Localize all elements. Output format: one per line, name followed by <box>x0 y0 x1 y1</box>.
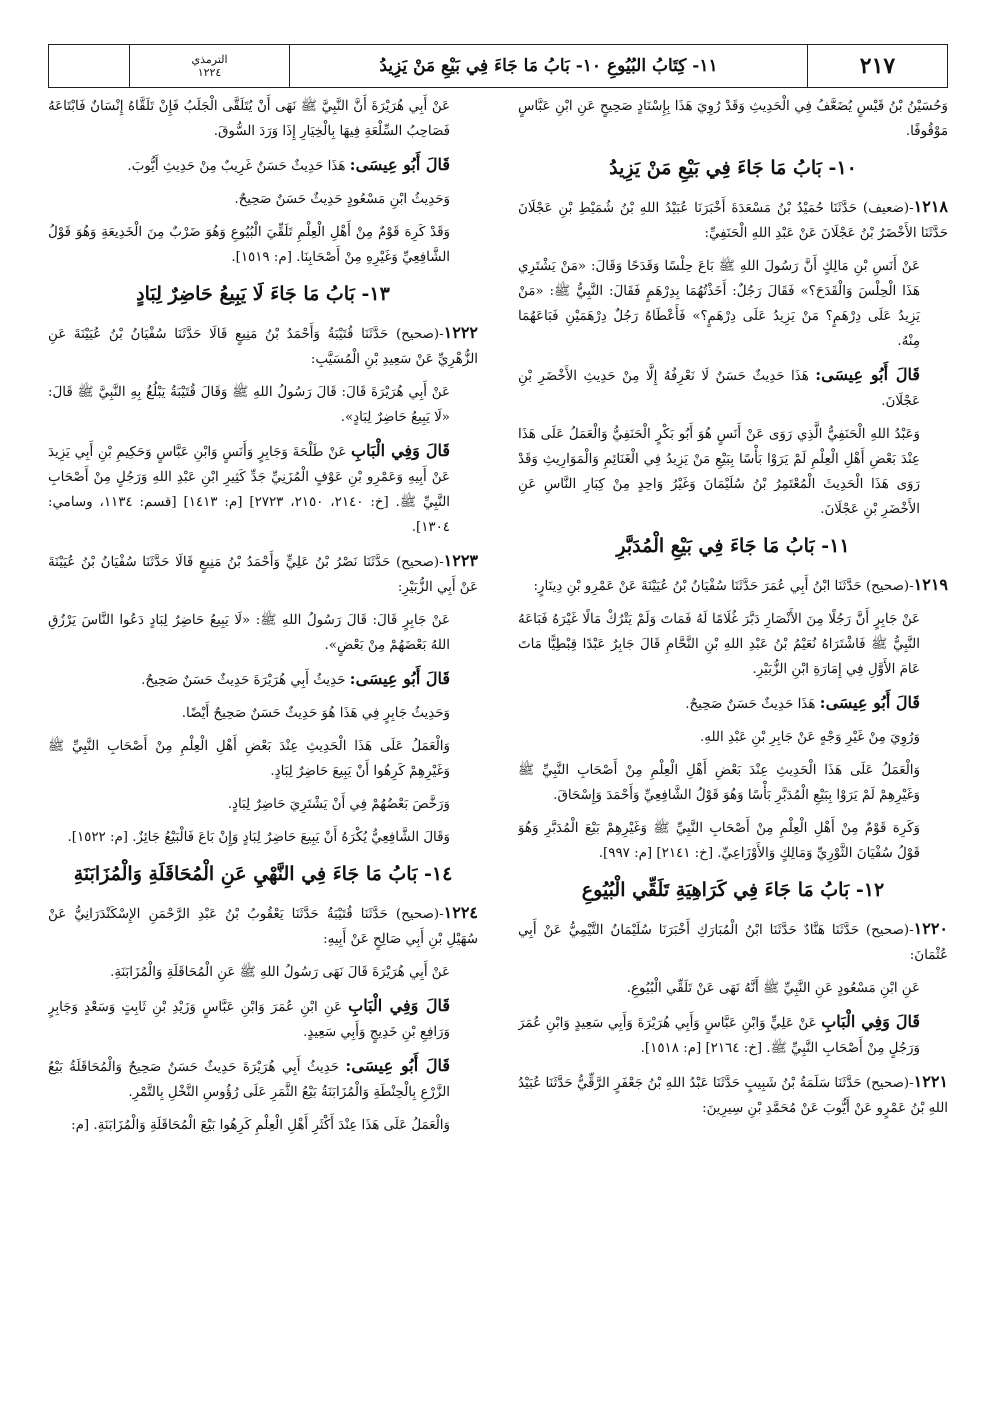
reference-number: ١٢٢٤ <box>197 66 222 79</box>
page-number: ٢١٧ <box>807 45 947 87</box>
text-paragraph: وَكَرِهَ قَوْمٌ مِنْ أَهْلِ الْعِلْمِ مِنْ أَصْحَابِ النَّبِيِّ ﷺ وَغَيْرِهِمْ بَيْعَ الْمُدَبَّرِ وَهُوَ قَوْلُ سُفْيَانَ الثَّوْرِيِّ وَمَالِكٍ وَالأَوْزَاعِيِّ. [خ: ٢١٤١] [م: ٩٩٧]. <box>518 821 920 861</box>
commentary-text: عَنِ ابْنِ عُمَرَ وَابْنِ عَبَّاسٍ وَزَيْدِ بْنِ ثَابِتٍ وَسَعْدٍ وَجَابِرٍ وَرَافِعِ بْنِ خَدِيجٍ وَأَبِي سَعِيدٍ. <box>48 1000 450 1040</box>
text-paragraph: عَنْ جَابِرٍ قَالَ: قَالَ رَسُولُ اللهِ ﷺ: «لَا يَبِيعُ حَاضِرٌ لِبَادٍ دَعُوا النَّاسَ يَرْزُقِ اللهُ بَعْضَهُمْ مِنْ بَعْضٍ». <box>48 613 450 653</box>
chapter-heading: ١٤- بَابُ مَا جَاءَ فِي النَّهْيِ عَنِ الْمُحَاقَلَةِ وَالْمُزَابَنَةِ <box>73 863 453 885</box>
commentary-paragraph <box>518 362 948 414</box>
commentary-text: حَدِيثُ أَبِي هُرَيْرَةَ حَدِيثٌ حَسَنٌ صَحِيحٌ وَالْمُحَاقَلَةُ بَيْعُ الزَّرْعِ بِالْحِنْطَةِ وَالْمُزَابَنَةُ بَيْعُ الثَّمَرِ عَلَى رُؤُوسِ النَّخْلِ بِالتَّمْرِ. <box>48 1060 450 1100</box>
header-blank-cell <box>49 45 129 87</box>
hadith-isnad: (صحيح) حَدَّثَنَا ابْنُ أَبِي عُمَرَ حَدَّثَنَا سُفْيَانُ بْنُ عُيَيْنَةَ عَنْ عَمْرِو بْنِ دِينَارٍ: <box>533 579 910 594</box>
commentary-paragraph <box>518 690 948 717</box>
hadith-isnad: (صحيح) حَدَّثَنَا قُتَيْبَةُ حَدَّثَنَا يَعْقُوبُ بْنُ عَبْدِ الرَّحْمَنِ الإِسْكَنْدَرَانِيُّ عَنْ سُهَيْلِ بْنِ أَبِي صَالِحٍ عَنْ أَبِيهِ: <box>48 907 478 947</box>
hadith-paragraph: ١٢٢٠-(صحيح) حَدَّثَنَا هَنَّادٌ حَدَّثَنَا ابْنُ الْمُبَارَكِ أَخْبَرَنَا سُلَيْمَانُ التَّيْمِيُّ عَنْ أَبِي عُثْمَانَ: <box>518 919 948 963</box>
text-paragraph: عَنْ جَابِرٍ أَنَّ رَجُلًا مِنَ الأَنْصَارِ دَبَّرَ غُلَامًا لَهُ فَمَاتَ وَلَمْ يَتْرُكْ مَالًا غَيْرَهُ فَبَاعَهُ النَّبِيُّ ﷺ فَاشْتَرَاهُ نُعَيْمُ بْنُ عَبْدِ اللهِ بْنِ النَّحَّامِ قَالَ جَابِرٌ عَبْدًا قِبْطِيًّا مَاتَ عَامَ الأَوَّلِ فِي إِمَارَةِ ابْنِ الزُّبَيْرِ. <box>518 612 920 677</box>
hadith-paragraph: ١٢١٩-(صحيح) حَدَّثَنَا ابْنُ أَبِي عُمَرَ حَدَّثَنَا سُفْيَانُ بْنُ عُيَيْنَةَ عَنْ عَمْرِو بْنِ دِينَارٍ: <box>533 575 948 594</box>
hadith-number: ١٢٢٢ <box>443 323 478 342</box>
running-title: ١١- كِتَابُ البُيُوعِ ١٠- بَابُ مَا جَاءَ فِي بَيْعِ مَنْ يَزِيدُ <box>289 45 807 87</box>
chapter-heading: ١٣- بَابُ مَا جَاءَ لَا يَبِيعُ حَاضِرٌ لِبَادٍ <box>136 283 390 305</box>
commentary-label: قَالَ أَبُو عِيسَى: <box>819 693 920 712</box>
text-paragraph: وَالْعَمَلُ عَلَى هَذَا الْحَدِيثِ عِنْدَ بَعْضِ أَهْلِ الْعِلْمِ مِنْ أَصْحَابِ النَّبِيِّ ﷺ وَغَيْرِهِمْ كَرِهُوا أَنْ يَبِيعَ حَاضِرٌ لِبَادٍ. <box>48 739 450 779</box>
hadith-number: ١٢٢٠ <box>913 919 948 938</box>
text-paragraph: عَنْ أَنَسِ بْنِ مَالِكٍ أَنَّ رَسُولَ اللهِ ﷺ بَاعَ حِلْسًا وَقَدَحًا وَقَالَ: «مَنْ يَشْتَرِي هَذَا الْحِلْسَ وَالْقَدَحَ؟» فَقَالَ رَجُلٌ: أَخَذْتُهُمَا بِدِرْهَمٍ فَقَالَ: النَّبِيُّ ﷺ: «مَنْ يَزِيدُ عَلَى دِرْهَمٍ؟ مَنْ يَزِيدُ عَلَى دِرْهَمٍ؟» فَأَعْطَاهُ رَجُلٌ دِرْهَمَيْنِ فَبَاعَهُمَا مِنْهُ. <box>518 259 920 349</box>
text-paragraph: وَحَدِيثُ ابْنِ مَسْعُودٍ حَدِيثٌ حَسَنٌ صَحِيحٌ. <box>234 192 450 207</box>
hadith-number: ١٢١٨ <box>913 197 948 216</box>
hadith-paragraph: ١٢٢٢-(صحيح) حَدَّثَنَا قُتَيْبَةُ وَأَحْمَدُ بْنُ مَنِيعٍ قَالَا حَدَّثَنَا سُفْيَانُ بْنُ عُيَيْنَةَ عَنِ الزُّهْرِيِّ عَنْ سَعِيدِ بْنِ الْمُسَيَّبِ: <box>48 323 478 367</box>
commentary-paragraph <box>48 993 478 1045</box>
hadith-number: ١٢١٩ <box>913 575 948 594</box>
hadith-number: ١٢٢٤ <box>443 903 478 922</box>
hadith-number: ١٢٢٣ <box>443 551 478 570</box>
commentary-text: حَدِيثُ أَبِي هُرَيْرَةَ حَدِيثٌ حَسَنٌ صَحِيحٌ. <box>141 673 346 688</box>
page <box>48 44 948 1364</box>
commentary-label: قَالَ أَبُو عِيسَى: <box>349 155 450 174</box>
text-paragraph: وَالْعَمَلُ عَلَى هَذَا عِنْدَ أَكْثَرِ أَهْلِ الْعِلْمِ كَرِهُوا بَيْعَ الْمُحَاقَلَةِ وَالْمُزَابَنَةِ. [م: <box>71 1118 450 1133</box>
hadith-paragraph: ١٢٢١-(صحيح) حَدَّثَنَا سَلَمَةُ بْنُ شَبِيبٍ حَدَّثَنَا عَبْدُ اللهِ بْنُ جَعْفَرٍ الرَّقِّيُّ حَدَّثَنَا عُبَيْدُ اللهِ بْنُ عَمْرٍو عَنْ أَيُّوبَ عَنْ مُحَمَّدِ بْنِ سِيرِينَ: <box>518 1072 948 1116</box>
hadith-paragraph: ١٢٢٤-(صحيح) حَدَّثَنَا قُتَيْبَةُ حَدَّثَنَا يَعْقُوبُ بْنُ عَبْدِ الرَّحْمَنِ الإِسْكَنْدَرَانِيُّ عَنْ سُهَيْلِ بْنِ أَبِي صَالِحٍ عَنْ أَبِيهِ: <box>48 903 478 947</box>
commentary-paragraph <box>48 1053 478 1105</box>
commentary-label: قَالَ أَبُو عِيسَى: <box>815 365 920 384</box>
text-paragraph: وَالْعَمَلُ عَلَى هَذَا الْحَدِيثِ عِنْدَ بَعْضِ أَهْلِ الْعِلْمِ مِنْ أَصْحَابِ النَّبِيِّ ﷺ وَغَيْرِهِمْ لَمْ يَرَوْا بِبَيْعِ الْمُدَبَّرِ بَأْسًا وَهُوَ قَوْلُ الشَّافِعِيِّ وَأَحْمَدَ وَإِسْحَاقَ. <box>518 763 920 803</box>
commentary-paragraph <box>48 666 478 693</box>
text-paragraph: وَقَالَ الشَّافِعِيُّ يُكْرَهُ أَنْ يَبِيعَ حَاضِرٌ لِبَادٍ وَإِنْ بَاعَ فَالْبَيْعُ جَائِزٌ. [م: ١٥٢٢]. <box>67 830 450 845</box>
chapter-heading: ١١- بَابُ مَا جَاءَ فِي بَيْعِ الْمُدَبَّرِ <box>616 535 850 557</box>
text-paragraph: عَنْ أَبِي هُرَيْرَةَ قَالَ نَهَى رَسُولُ اللهِ ﷺ عَنِ الْمُحَاقَلَةِ وَالْمُزَابَنَةِ. <box>110 965 450 980</box>
left-column <box>48 94 478 1364</box>
hadith-isnad: (ضعيف) حَدَّثَنَا حُمَيْدُ بْنُ مَسْعَدَةَ أَخْبَرَنَا عُبَيْدُ اللهِ بْنُ شُمَيْطِ بْنِ عَجْلَانَ حَدَّثَنَا الأَخْضَرُ بْنُ عَجْلَانَ عَنْ عَبْدِ اللهِ الْحَنَفِيِّ: <box>518 201 948 241</box>
reference-box <box>129 45 289 87</box>
text-paragraph: وَرُوِيَ مِنْ غَيْرِ وَجْهٍ عَنْ جَابِرِ بْنِ عَبْدِ اللهِ. <box>700 730 920 745</box>
page-header <box>48 44 948 88</box>
reference-label: الترمذي <box>191 53 228 66</box>
text-paragraph: وَحُسَيْنُ بْنُ قَيْسٍ يُضَعَّفُ فِي الْحَدِيثِ وَقَدْ رُوِيَ هَذَا بِإِسْنَادٍ صَحِيحٍ عَنِ ابْنِ عَبَّاسٍ مَوْقُوفًا. <box>518 99 948 139</box>
text-paragraph: عَنْ أَبِي هُرَيْرَةَ أَنَّ النَّبِيَّ ﷺ نَهَى أَنْ يُتَلَقَّى الْجَلَبُ فَإِنْ تَلَقَّاهُ إِنْسَانٌ فَابْتَاعَهُ فَصَاحِبُ السِّلْعَةِ فِيهَا بِالْخِيَارِ إِذَا وَرَدَ السُّوقَ. <box>48 99 450 139</box>
commentary-label: قَالَ وَفِي الْبَابِ <box>348 996 450 1015</box>
text-paragraph: وَرَخَّصَ بَعْضُهُمْ فِي أَنْ يَشْتَرِيَ حَاضِرٌ لِبَادٍ. <box>227 797 450 812</box>
text-paragraph: وَعَبْدُ اللهِ الْحَنَفِيُّ الَّذِي رَوَى عَنْ أَنَسٍ هُوَ أَبُو بَكْرٍ الْحَنَفِيُّ وَالْعَمَلُ عَلَى هَذَا عِنْدَ بَعْضِ أَهْلِ الْعِلْمِ لَمْ يَرَوْا بَأْسًا بِبَيْعِ مَنْ يَزِيدُ فِي الْغَنَائِمِ وَالْمَوَارِيثِ وَقَدْ رَوَى هَذَا الْحَدِيثَ الْمُعْتَمِرُ بْنُ سُلَيْمَانَ وَغَيْرُ وَاحِدٍ مِنْ كِبَارِ النَّاسِ عَنِ الأَخْضَرِ بْنِ عَجْلَانَ. <box>518 427 920 517</box>
hadith-isnad: (صحيح) حَدَّثَنَا نَصْرُ بْنُ عَلِيٍّ وَأَحْمَدُ بْنُ مَنِيعٍ قَالَا حَدَّثَنَا سُفْيَانُ بْنُ عُيَيْنَةَ عَنْ أَبِي الزُّبَيْرِ: <box>48 555 478 595</box>
commentary-label: قَالَ أَبُو عِيسَى: <box>345 1056 451 1075</box>
commentary-paragraph <box>48 438 478 540</box>
commentary-paragraph <box>518 1009 948 1061</box>
hadith-paragraph: ١٢٢٣-(صحيح) حَدَّثَنَا نَصْرُ بْنُ عَلِيٍّ وَأَحْمَدُ بْنُ مَنِيعٍ قَالَا حَدَّثَنَا سُفْيَانُ بْنُ عُيَيْنَةَ عَنْ أَبِي الزُّبَيْرِ: <box>48 551 478 595</box>
commentary-label: قَالَ أَبُو عِيسَى: <box>349 669 450 688</box>
hadith-isnad: (صحيح) حَدَّثَنَا قُتَيْبَةُ وَأَحْمَدُ بْنُ مَنِيعٍ قَالَا حَدَّثَنَا سُفْيَانُ بْنُ عُيَيْنَةَ عَنِ الزُّهْرِيِّ عَنْ سَعِيدِ بْنِ الْمُسَيَّبِ: <box>48 327 478 367</box>
commentary-text: هَذَا حَدِيثٌ حَسَنٌ صَحِيحٌ. <box>685 697 816 712</box>
commentary-label: قَالَ وَفِي الْبَابِ <box>351 441 450 460</box>
text-paragraph: عَنْ أَبِي هُرَيْرَةَ قَالَ: قَالَ رَسُولُ اللهِ ﷺ وَقَالَ قُتَيْبَةُ يَبْلُغُ بِهِ النَّبِيَّ ﷺ قَالَ: «لَا يَبِيعُ حَاضِرٌ لِبَادٍ». <box>48 385 450 425</box>
text-paragraph: عَنِ ابْنِ مَسْعُودٍ عَنِ النَّبِيِّ ﷺ أَنَّهُ نَهَى عَنْ تَلَقِّي الْبُيُوعِ. <box>626 981 920 996</box>
commentary-label: قَالَ وَفِي الْبَابِ <box>821 1012 920 1031</box>
commentary-paragraph <box>48 152 478 179</box>
hadith-paragraph: ١٢١٨-(ضعيف) حَدَّثَنَا حُمَيْدُ بْنُ مَسْعَدَةَ أَخْبَرَنَا عُبَيْدُ اللهِ بْنُ شُمَيْطِ بْنِ عَجْلَانَ حَدَّثَنَا الأَخْضَرُ بْنُ عَجْلَانَ عَنْ عَبْدِ اللهِ الْحَنَفِيِّ: <box>518 197 948 241</box>
chapter-heading: ١٠- بَابُ مَا جَاءَ فِي بَيْعِ مَنْ يَزِيدُ <box>609 157 857 179</box>
chapter-heading: ١٢- بَابُ مَا جَاءَ فِي كَرَاهِيَةِ تَلَقِّي الْبُيُوعِ <box>581 879 885 901</box>
hadith-isnad: (صحيح) حَدَّثَنَا سَلَمَةُ بْنُ شَبِيبٍ حَدَّثَنَا عَبْدُ اللهِ بْنُ جَعْفَرٍ الرَّقِّيُّ حَدَّثَنَا عُبَيْدُ اللهِ بْنُ عَمْرٍو عَنْ أَيُّوبَ عَنْ مُحَمَّدِ بْنِ سِيرِينَ: <box>518 1076 948 1116</box>
commentary-text: هَذَا حَدِيثٌ حَسَنٌ غَرِيبٌ مِنْ حَدِيثِ أَيُّوبَ. <box>127 159 346 174</box>
commentary-text: هَذَا حَدِيثٌ حَسَنٌ لَا نَعْرِفُهُ إِلَّا مِنْ حَدِيثِ الأَخْضَرِ بْنِ عَجْلَانَ. <box>518 369 920 409</box>
hadith-isnad: (صحيح) حَدَّثَنَا هَنَّادٌ حَدَّثَنَا ابْنُ الْمُبَارَكِ أَخْبَرَنَا سُلَيْمَانُ التَّيْمِيُّ عَنْ أَبِي عُثْمَانَ: <box>518 923 948 963</box>
text-paragraph: وَقَدْ كَرِهَ قَوْمٌ مِنْ أَهْلِ الْعِلْمِ تَلَقِّيَ الْبُيُوعِ وَهُوَ ضَرْبٌ مِنَ الْخَدِيعَةِ وَهُوَ قَوْلُ الشَّافِعِيِّ وَغَيْرِهِ مِنْ أَصْحَابِنَا. [م: ١٥١٩]. <box>48 225 450 265</box>
text-columns <box>48 94 948 1364</box>
commentary-text: عَنْ عَلِيٍّ وَابْنِ عَبَّاسٍ وَأَبِي هُرَيْرَةَ وَأَبِي سَعِيدٍ وَابْنِ عُمَرَ وَرَجُلٍ مِنْ أَصْحَابِ النَّبِيِّ ﷺ. [خ: ٢١٦٤] [م: ١٥١٨]. <box>518 1016 920 1056</box>
text-paragraph: وَحَدِيثُ جَابِرٍ فِي هَذَا هُوَ حَدِيثٌ حَسَنٌ صَحِيحٌ أَيْضًا. <box>181 706 450 721</box>
hadith-number: ١٢٢١ <box>913 1072 948 1091</box>
right-column <box>518 94 948 1364</box>
commentary-text: عَنْ طَلْحَةَ وَجَابِرٍ وَأَنَسٍ وَابْنِ عَبَّاسٍ وَحَكِيمِ بْنِ أَبِي يَزِيدَ عَنْ أَبِيهِ وَعَمْرِو بْنِ عَوْفٍ الْمُزَنِيِّ جَدِّ كَثِيرِ ابْنِ عَبْدِ اللهِ وَرَجُلٍ مِنْ أَصْحَابِ النَّبِيِّ ﷺ. [خ: ٢١٤٠، ٢١٥٠، ٢٧٢٣] [م: ١٤١٣] [قسم: ١١٣٤، وسامي: ١٣٠٤]. <box>48 445 451 535</box>
